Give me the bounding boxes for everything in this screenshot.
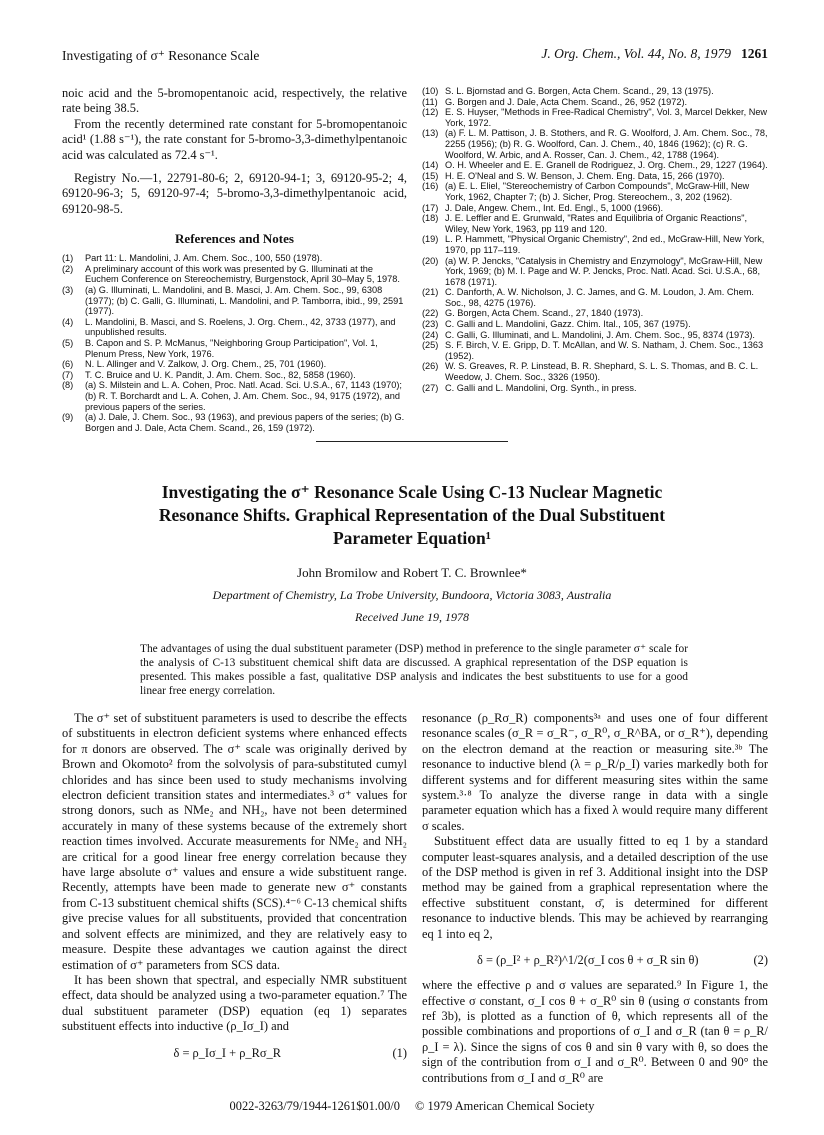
running-head-left: Investigating of σ⁺ Resonance Scale xyxy=(62,48,260,63)
reference-number: (15) xyxy=(422,170,439,181)
reference-item xyxy=(422,361,768,382)
reference-item xyxy=(62,412,407,433)
reference-text: (a) S. Milstein and L. A. Cohen, Proc. Natl. Acad. Sci. U.S.A., 67, 1143 (1970); (b) R. T. Borchardt and L. A. Cohen, J. Am. Chem. Soc., 94, 9175 (1972), and previous papers of the series. xyxy=(85,380,402,412)
reference-number: (6) xyxy=(62,359,74,370)
reference-text: (a) F. L. M. Pattison, J. B. Stothers, and R. G. Woolford, J. Am. Chem. Soc., 78, 2255 (1956); (b) R. G. Woolford, Can. J. Chem., 40, 1846 (1962); (c) R. G. Woolford, W. Arbic, and A. Rosser, Can. J. Chem., 42, 1788 (1964). xyxy=(445,128,768,160)
reference-number: (9) xyxy=(62,412,74,423)
article-title: Investigating the σ⁺ Resonance Scale Using C-13 Nuclear Magnetic Resonance Shifts. Graphical Representation of the Dual Substituent Parameter Equation¹ xyxy=(158,482,666,548)
reference-item xyxy=(62,285,407,317)
registry-numbers: Registry No.—1, 22791-80-6; 2, 69120-94-1; 3, 69120-95-2; 4, 69120-96-3; 5, 69120-97-4; 5-bromo-3,3-dimethylpentanoic acid, 69120-98-5. xyxy=(62,171,407,216)
reference-number: (7) xyxy=(62,369,74,380)
reference-text: (a) G. Illuminati, L. Mandolini, and B. Masci, J. Am. Chem. Soc., 99, 6308 (1977); (b) C. Galli, G. Illuminati, L. Mandolini, and P. Tamborra, ibid., 99, 2591 (1977). xyxy=(85,285,404,317)
reference-item xyxy=(422,256,768,288)
reference-item xyxy=(422,213,768,234)
abstract: The advantages of using the dual substituent parameter (DSP) method in preference to the single parameter σ⁺ scale for the analysis of C-13 substituent chemical shift data are discussed. A graphical representation of the DSP equation is presented. This makes possible a fast, qualitative DSP analysis and indicates the best substituents to use for a good linear free energy correlation. xyxy=(140,643,688,697)
reference-number: (25) xyxy=(422,340,439,351)
page-footer xyxy=(0,1099,824,1114)
reference-text: (a) J. Dale, J. Chem. Soc., 93 (1963), and previous papers of the series; (b) G. Borgen and J. Dale, Acta Chem. Scand., 26, 159 (1972). xyxy=(85,412,405,433)
body-paragraph: resonance (ρ_Rσ_R) components³ᵃ and uses one of four different resonance scales (σ_R = σ_R⁻, σ_R⁰, σ_R^BA, or σ_R⁺), depending on the electron demand at the reaction or measuring site.³ᵇ The resonance to inductive blend (λ = ρ_R/ρ_I) varies markedly both for different systems and for different measuring sites within the same system.³·⁸ To analyze the diverse range in data with a single parameter equation which has a fixed λ would require many different σ scales. xyxy=(422,711,768,833)
reference-text: T. C. Bruice and U. K. Pandit, J. Am. Chem. Soc., 82, 5858 (1960). xyxy=(85,369,356,380)
reference-number: (1) xyxy=(62,253,74,264)
reference-text: G. Borgen, Acta Chem. Scand., 27, 1840 (1973). xyxy=(445,308,644,319)
reference-number: (19) xyxy=(422,234,439,245)
reference-number: (18) xyxy=(422,213,439,224)
reference-text: A preliminary account of this work was presented by G. Illuminati at the Euchem Conference on Stereochemistry, Burgenstock, April 30–May 5, 1978. xyxy=(85,263,400,285)
article-code: 0022-3263/79/1944-1261$01.00/0 xyxy=(229,1099,400,1113)
reference-text: L. Mandolini, B. Masci, and S. Roelens, J. Org. Chem., 42, 3733 (1977), and unpublished results. xyxy=(85,316,396,338)
reference-text: J. E. Leffler and E. Grunwald, "Rates and Equilibria of Organic Reactions", Wiley, New York, 1963, pp 119 and 120. xyxy=(445,213,748,234)
reference-item xyxy=(422,86,768,97)
reference-item xyxy=(422,171,768,182)
references-heading: References and Notes xyxy=(175,231,294,247)
reference-number: (14) xyxy=(422,160,439,171)
reference-text: S. F. Birch, V. E. Gripp, D. T. McAllan, and W. S. Natham, J. Chem. Soc., 1363 (1952). xyxy=(445,340,764,361)
reference-item xyxy=(422,287,768,308)
reference-number: (26) xyxy=(422,361,439,372)
reference-number: (11) xyxy=(422,96,438,107)
reference-text: (a) E. L. Eliel, "Stereochemistry of Carbon Compounds", McGraw-Hill, New York, 1962, Chapter 7; (b) J. Sicher, Prog. Stereochem., 3, 202 (1962). xyxy=(445,181,750,202)
body-paragraph: It has been shown that spectral, and especially NMR substituent effect, data should be analyzed using a two-parameter equation.⁷ The dual substituent parameter (DSP) equation (eq 1) separates substituent effects into inductive (ρ_Iσ_I) and xyxy=(62,972,407,1034)
reference-number: (3) xyxy=(62,285,74,296)
reference-text: S. L. Bjornstad and G. Borgen, Acta Chem. Scand., 29, 13 (1975). xyxy=(445,86,714,96)
top-right-column xyxy=(422,86,768,393)
equation-1 xyxy=(62,1045,407,1061)
top-left-column xyxy=(62,86,407,433)
reference-item xyxy=(422,308,768,319)
reference-number: (4) xyxy=(62,316,74,327)
reference-number: (10) xyxy=(422,86,439,96)
page-number: 1261 xyxy=(741,46,768,61)
received-date: Received June 19, 1978 xyxy=(355,610,469,624)
reference-text: H. E. O'Neal and S. W. Benson, J. Chem. Eng. Data, 15, 266 (1970). xyxy=(445,170,725,181)
reference-item xyxy=(422,383,768,394)
reference-number: (12) xyxy=(422,107,439,118)
reference-text: C. Galli and L. Mandolini, Org. Synth., in press. xyxy=(445,382,637,393)
reference-item xyxy=(422,234,768,255)
copyright-notice: © 1979 American Chemical Society xyxy=(415,1099,595,1113)
reference-item xyxy=(62,317,407,338)
continuation-paragraph: noic acid and the 5-bromopentanoic acid, respectively, the relative rate being 38.5. xyxy=(62,86,407,116)
reference-number: (13) xyxy=(422,128,439,139)
reference-text: C. Galli, G. Illuminati, and L. Mandolini, J. Am. Chem. Soc., 95, 8374 (1973). xyxy=(445,329,755,340)
equation-2-body: δ = (ρ_I² + ρ_R²)^1/2(σ_I cos θ + σ_R sin θ) xyxy=(477,953,699,968)
reference-text: N. L. Allinger and V. Zalkow, J. Org. Chem., 25, 701 (1960). xyxy=(85,359,327,370)
reference-text: O. H. Wheeler and E. E. Granell de Rodriguez, J. Org. Chem., 29, 1227 (1964). xyxy=(445,160,768,171)
body-left-column xyxy=(62,711,407,1071)
reference-text: (a) W. P. Jencks, "Catalysis in Chemistry and Enzymology", McGraw-Hill, New York, 1969; (b) M. I. Page and W. P. Jencks, Proc. Natl. Acad. Sci. U.S.A., 68, 1678 (1971). xyxy=(445,255,763,287)
body-paragraph: Substituent effect data are usually fitted to eq 1 by a standard computer least-squares analysis, and a detailed description of the use of the DSP method is given in ref 3. Additional insight into the DSP method may be gained from a graphical representation where the effective substituent constant, σ̄, is determined for different resonance to inductive blends. This may be achieved by rearranging eq 1 into eq 2, xyxy=(422,834,768,941)
reference-item xyxy=(422,107,768,128)
references-list-right xyxy=(422,86,768,393)
reference-number: (8) xyxy=(62,380,74,391)
article-authors: John Bromilow and Robert T. C. Brownlee* xyxy=(297,565,527,580)
reference-item xyxy=(422,330,768,341)
body-right-column xyxy=(422,711,768,1086)
reference-item xyxy=(422,128,768,160)
reference-text: L. P. Hammett, "Physical Organic Chemistry", 2nd ed., McGraw-Hill, New York, 1970, pp 117–119. xyxy=(445,234,765,255)
reference-number: (20) xyxy=(422,255,439,266)
journal-citation: J. Org. Chem., Vol. 44, No. 8, 1979 xyxy=(541,46,731,61)
reference-item xyxy=(422,340,768,361)
reference-text: E. S. Huyser, "Methods in Free-Radical Chemistry", Vol. 3, Marcel Dekker, New York, 1972. xyxy=(445,107,768,128)
equation-2-number: (2) xyxy=(753,953,768,968)
article-affiliation: Department of Chemistry, La Trobe University, Bundoora, Victoria 3083, Australia xyxy=(212,588,612,602)
reference-text: G. Borgen and J. Dale, Acta Chem. Scand., 26, 952 (1972). xyxy=(445,96,688,107)
reference-item xyxy=(422,203,768,214)
reference-text: C. Galli and L. Mandolini, Gazz. Chim. Ital., 105, 367 (1975). xyxy=(445,319,691,330)
reference-item xyxy=(62,370,407,381)
reference-number: (22) xyxy=(422,308,439,319)
equation-1-number: (1) xyxy=(392,1045,407,1060)
equation-1-body: δ = ρ_Iσ_I + ρ_Rσ_R xyxy=(173,1045,282,1060)
rate-paragraph: From the recently determined rate constant for 5-bromopentanoic acid¹ (1.88 s⁻¹), the rate constant for 5-bromo-3,3-dimethylpentanoic acid was calculated as 72.4 s⁻¹. xyxy=(62,116,407,162)
reference-item xyxy=(422,160,768,171)
reference-number: (24) xyxy=(422,329,439,340)
reference-text: C. Danforth, A. W. Nicholson, J. C. James, and G. M. Loudon, J. Am. Chem. Soc., 98, 4275 (1976). xyxy=(445,287,754,308)
reference-number: (27) xyxy=(422,382,439,393)
reference-item xyxy=(62,380,407,412)
reference-number: (5) xyxy=(62,338,74,348)
section-divider xyxy=(316,441,508,442)
reference-number: (2) xyxy=(62,263,74,274)
reference-number: (16) xyxy=(422,181,439,192)
equation-2 xyxy=(422,952,768,968)
reference-item xyxy=(62,359,407,370)
body-paragraph: where the effective ρ and σ values are separated.⁹ In Figure 1, the effective σ constant, σ_I cos θ + σ_R⁰ sin θ (using σ constants from ref 3b), is plotted as a function of θ, which represents all of the possible combinations and proportions of σ_I and σ_R (tan θ = ρ_R/ρ_I = λ). Since the signs of cos θ and sin θ vary with θ, so does the sign of the contribution from σ_I and σ_R⁰. Between 0 and 90° the contributions from σ_I and σ_R⁰ are xyxy=(422,978,768,1085)
reference-item xyxy=(422,181,768,202)
reference-text: B. Capon and S. P. McManus, "Neighboring Group Participation", Vol. 1, Plenum Press, New York, 1976. xyxy=(85,338,378,359)
reference-text: J. Dale, Angew. Chem., Int. Ed. Engl., 5, 1000 (1966). xyxy=(445,202,664,213)
reference-item xyxy=(62,264,407,285)
reference-text: W. S. Greaves, R. P. Linstead, B. R. Shephard, S. L. S. Thomas, and B. C. L. Weedow, J. Chem. Soc., 3326 (1950). xyxy=(445,361,759,383)
references-list-left xyxy=(62,253,407,433)
reference-item xyxy=(422,319,768,330)
reference-number: (23) xyxy=(422,319,439,330)
reference-item xyxy=(62,338,407,359)
body-paragraph: The σ⁺ set of substituent parameters is used to describe the effects of substituents in electron deficient systems where enhanced effects for π donors are observed. The σ⁺ scale was originally derived by Brown and Okomoto² from the solvolysis of para-substituted cumyl chlorides and has since been used to study mechanisms involving electron deficient transition states and intermediates.³ σ⁺ values for strong donors, such as NMe₂ and NH₂, have not been determined accurately in many of these systems because of the extremely short reaction times involved. Accurate measurements for NMe₂ and NH₂ are critical for a good linear free energy correlation because they have large absolute σ⁺ values and ensure a wide substituent range. Recently, attempts have been made to generate new σ⁺ constants from C-13 substituent chemical shifts (SCS).⁴⁻⁶ C-13 chemical shifts give precise values for all substituents, provided that concentration and solvent effects are minimized, and they are relatively easy to measure. Despite these advantages we caution against the direct estimation of σ⁺ parameters from SCS data. xyxy=(62,711,407,972)
running-head-right xyxy=(541,46,768,62)
reference-text: Part 11: L. Mandolini, J. Am. Chem. Soc., 100, 550 (1978). xyxy=(85,253,323,264)
reference-number: (21) xyxy=(422,287,439,298)
reference-item xyxy=(62,253,407,264)
reference-number: (17) xyxy=(422,202,439,213)
reference-item xyxy=(422,97,768,108)
